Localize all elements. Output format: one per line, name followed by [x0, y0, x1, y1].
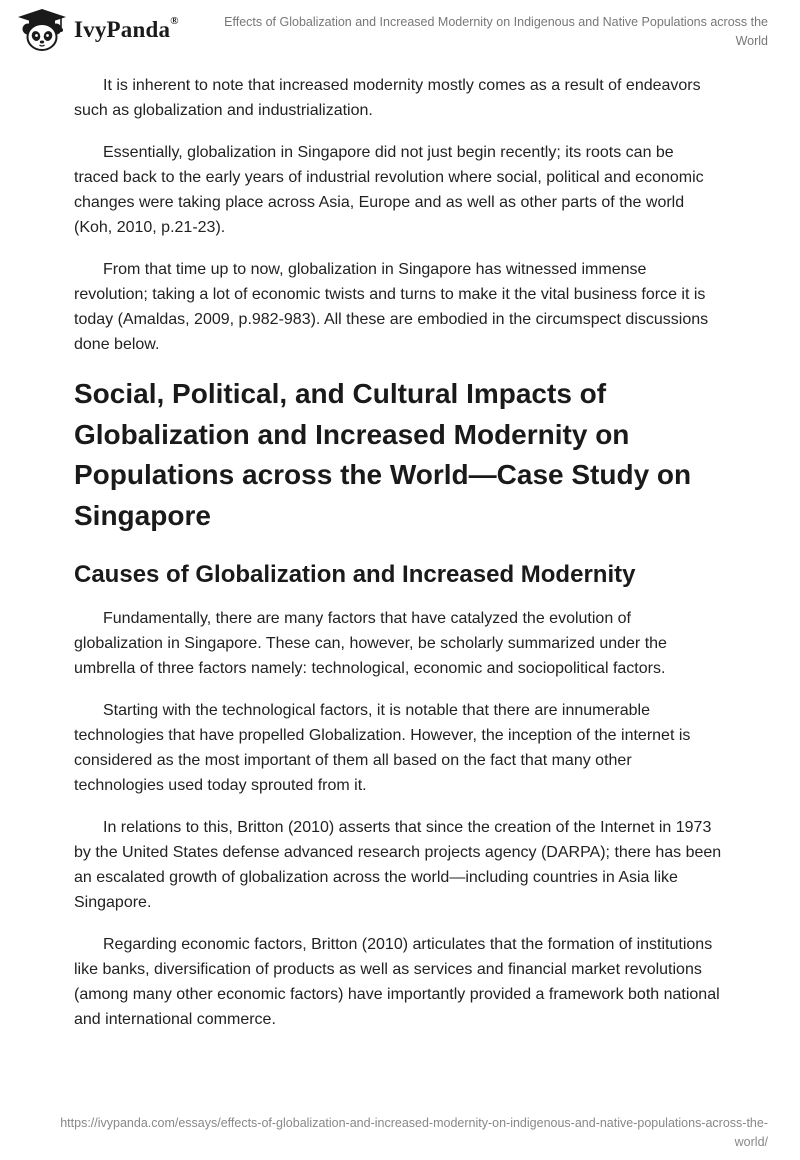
logo-wordmark: IvyPanda®: [74, 15, 179, 42]
paragraph: It is inherent to note that increased modernity mostly comes as a result of endeavors such as globalization and industrialization.: [74, 77, 701, 119]
paragraph: Fundamentally, there are many factors that have catalyzed the evolution of globalization in Singapore. These can, however, be scholarly summarized under the umbrella of three factors namely: technological, economic and sociopolitical factors.: [74, 610, 667, 677]
page-header: [0, 0, 800, 60]
document-title: Effects of Globalization and Increased Modernity on Indigenous and Native Populations across the World: [224, 15, 768, 48]
section-heading: Social, Political, and Cultural Impacts of Globalization and Increased Modernity on Populations across the World—Case Study on Singapore: [74, 378, 692, 531]
panda-graduation-cap-icon: [16, 8, 68, 52]
paragraph: From that time up to now, globalization in Singapore has witnessed immense revolution; taking a lot of economic twists and turns to make it the vital business force it is today (Amaldas, 2009, p.982-983). All these are embodied in the circumspect discussions done below.: [74, 261, 709, 353]
subsection-heading: Causes of Globalization and Increased Modernity: [74, 561, 636, 588]
paragraph: Starting with the technological factors, it is notable that there are innumerable technologies that have propelled Globalization. However, the inception of the internet is considered as the most important of them all based on the fact that many other technologies used today sprouted from it.: [74, 702, 691, 794]
source-url[interactable]: https://ivypanda.com/essays/effects-of-globalization-and-increased-modernity-on-indigenous-and-native-populations-across-the-world/: [60, 1116, 768, 1149]
paragraph: In relations to this, Britton (2010) asserts that since the creation of the Internet in 1973 by the United States defense advanced research projects agency (DARPA); there has been an escalated growth of globalization across the world—including countries in Asia like Singapore.: [74, 819, 722, 911]
paragraph: Essentially, globalization in Singapore did not just begin recently; its roots can be traced back to the early years of industrial revolution where social, political and economic changes were taking place across Asia, Europe and as well as other parts of the world (Koh, 2010, p.21-23).: [74, 144, 704, 236]
article-content: [74, 73, 722, 1049]
paragraph: Regarding economic factors, Britton (2010) articulates that the formation of institutions like banks, diversification of products as well as services and financial market revolutions (among many other economic factors) have importantly provided a framework both national and international commerce.: [74, 936, 720, 1028]
ivypanda-logo[interactable]: [16, 8, 179, 52]
